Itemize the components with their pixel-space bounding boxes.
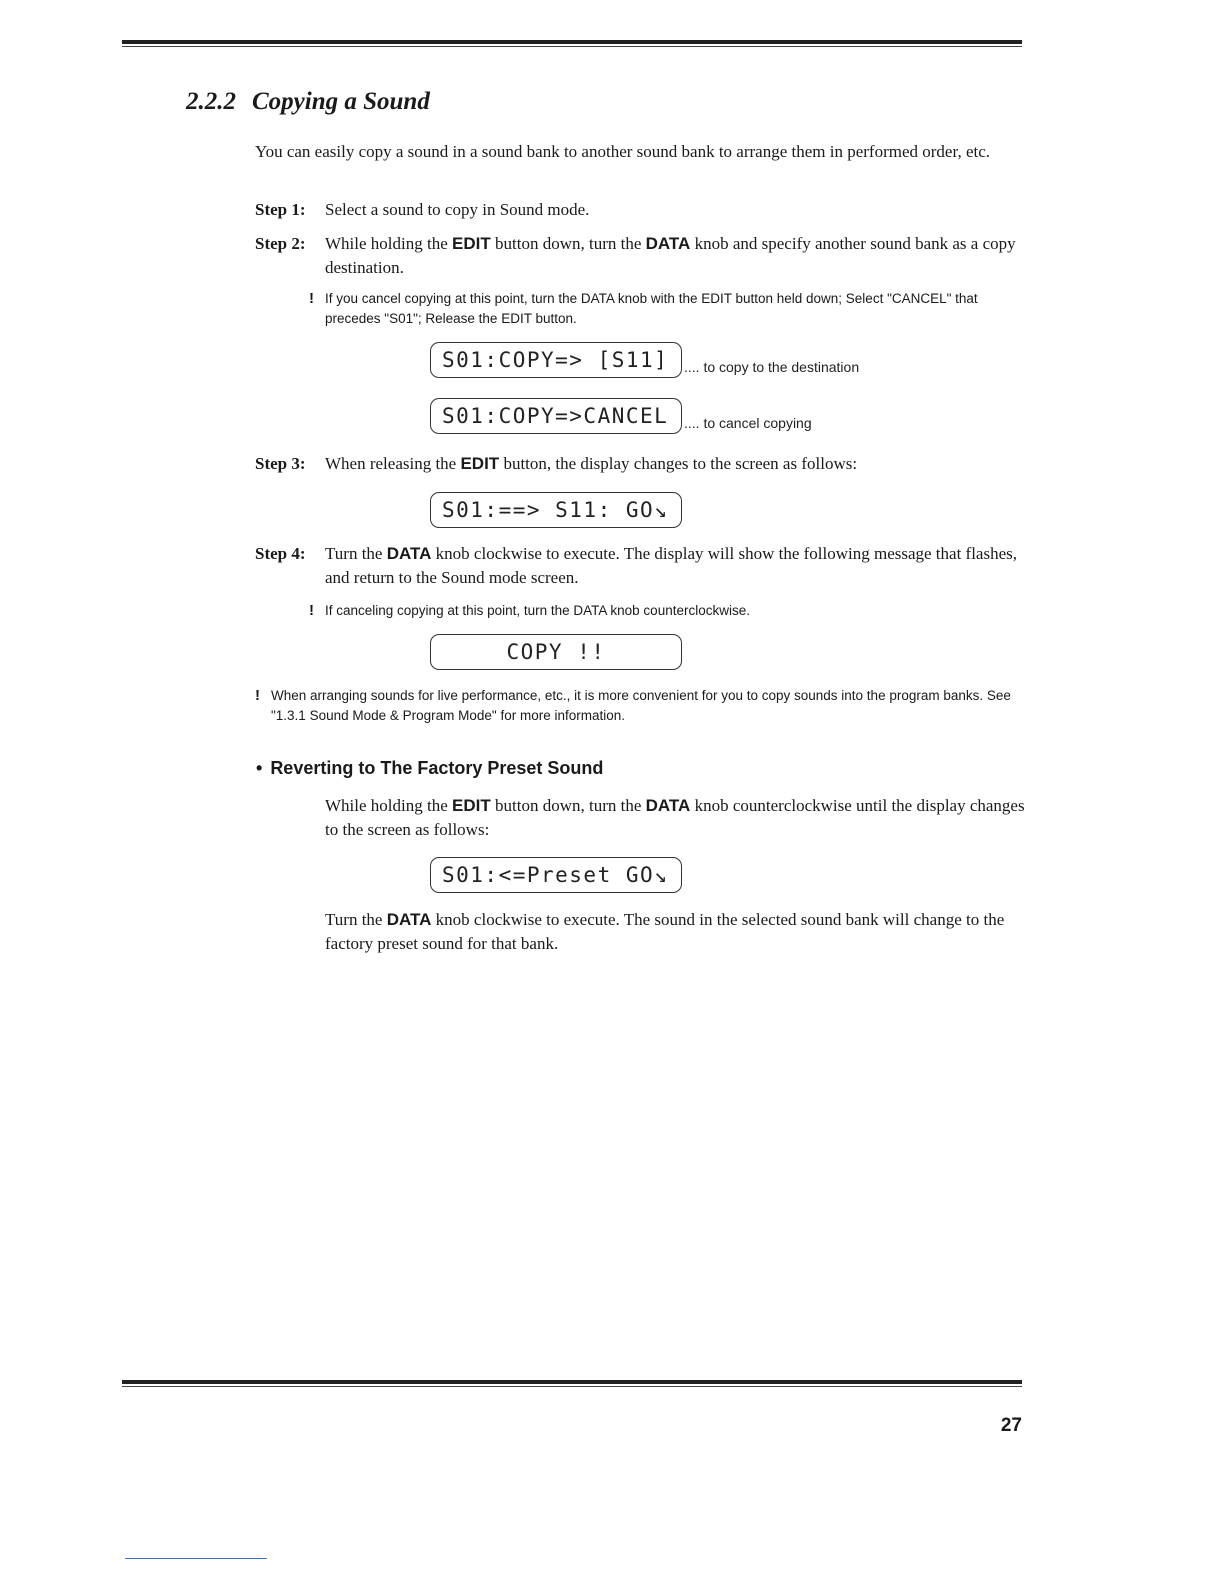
step-label: Step 2: <box>255 234 306 253</box>
note-counterclockwise <box>309 601 1025 621</box>
bullet-icon: • <box>256 758 263 778</box>
step-3 <box>255 452 1025 476</box>
step-text: Select a sound to copy in Sound mode. <box>325 200 590 219</box>
revert-paragraph-2: Turn the DATA knob clockwise to execute. The sound in the selected sound bank will change to the factory preset sound for that bank. <box>325 910 1005 953</box>
revert-paragraph-1: While holding the EDIT button down, turn the DATA knob counterclockwise until the display changes to the screen as follows: <box>325 796 1025 839</box>
note-text: If canceling copying at this point, turn the DATA knob counterclockwise. <box>325 603 750 618</box>
caption-copy-cancel: .... to cancel copying <box>684 415 812 431</box>
step-text: When releasing the EDIT button, the display changes to the screen as follows: <box>325 454 858 473</box>
step-2 <box>255 232 1025 280</box>
bottom-rule <box>122 1380 1022 1387</box>
note-live-performance <box>255 686 1025 726</box>
page-number: 27 <box>1000 1415 1022 1436</box>
lcd-confirm: S01:==> S11: GO↘ <box>430 492 682 528</box>
section-title: 2.2.2 Copying a Sound <box>186 88 430 115</box>
caption-copy-destination: .... to copy to the destination <box>684 359 860 375</box>
lcd-copy-cancel: S01:COPY=>CANCEL <box>430 398 682 434</box>
step-1 <box>255 198 1025 222</box>
intro-paragraph: You can easily copy a sound in a sound bank to another sound bank to arrange them in performed order, etc. <box>255 142 991 161</box>
exclamation-icon: ! <box>309 602 314 619</box>
note-text: If you cancel copying at this point, turn the DATA knob with the EDIT button held down; Select "CANCEL" that precedes "S01"; Release the EDIT button. <box>325 291 978 326</box>
step-label: Step 1: <box>255 200 306 219</box>
step-label: Step 3: <box>255 454 306 473</box>
exclamation-icon: ! <box>309 290 314 307</box>
subheading-revert: • Reverting to The Factory Preset Sound <box>256 758 604 778</box>
step-4 <box>255 542 1025 590</box>
step-text: Turn the DATA knob clockwise to execute. The display will show the following message that flashes, and return to the Sound mode screen. <box>325 544 1018 587</box>
step-label: Step 4: <box>255 544 306 563</box>
note-cancel <box>309 289 1025 329</box>
lcd-copy-destination: S01:COPY=> [S11] <box>430 342 682 378</box>
lcd-copying: COPY !! <box>430 634 682 670</box>
lcd-preset: S01:<=Preset GO↘ <box>430 857 682 893</box>
exclamation-icon: ! <box>255 687 260 704</box>
footer-link-line <box>125 1558 267 1559</box>
step-text: While holding the EDIT button down, turn the DATA knob and specify another sound bank as a copy destination. <box>325 234 1016 277</box>
note-text: When arranging sounds for live performance, etc., it is more convenient for you to copy sounds into the program banks. See "1.3.1 Sound Mode & Program Mode" for more information. <box>271 688 1011 723</box>
top-rule <box>122 40 1022 47</box>
